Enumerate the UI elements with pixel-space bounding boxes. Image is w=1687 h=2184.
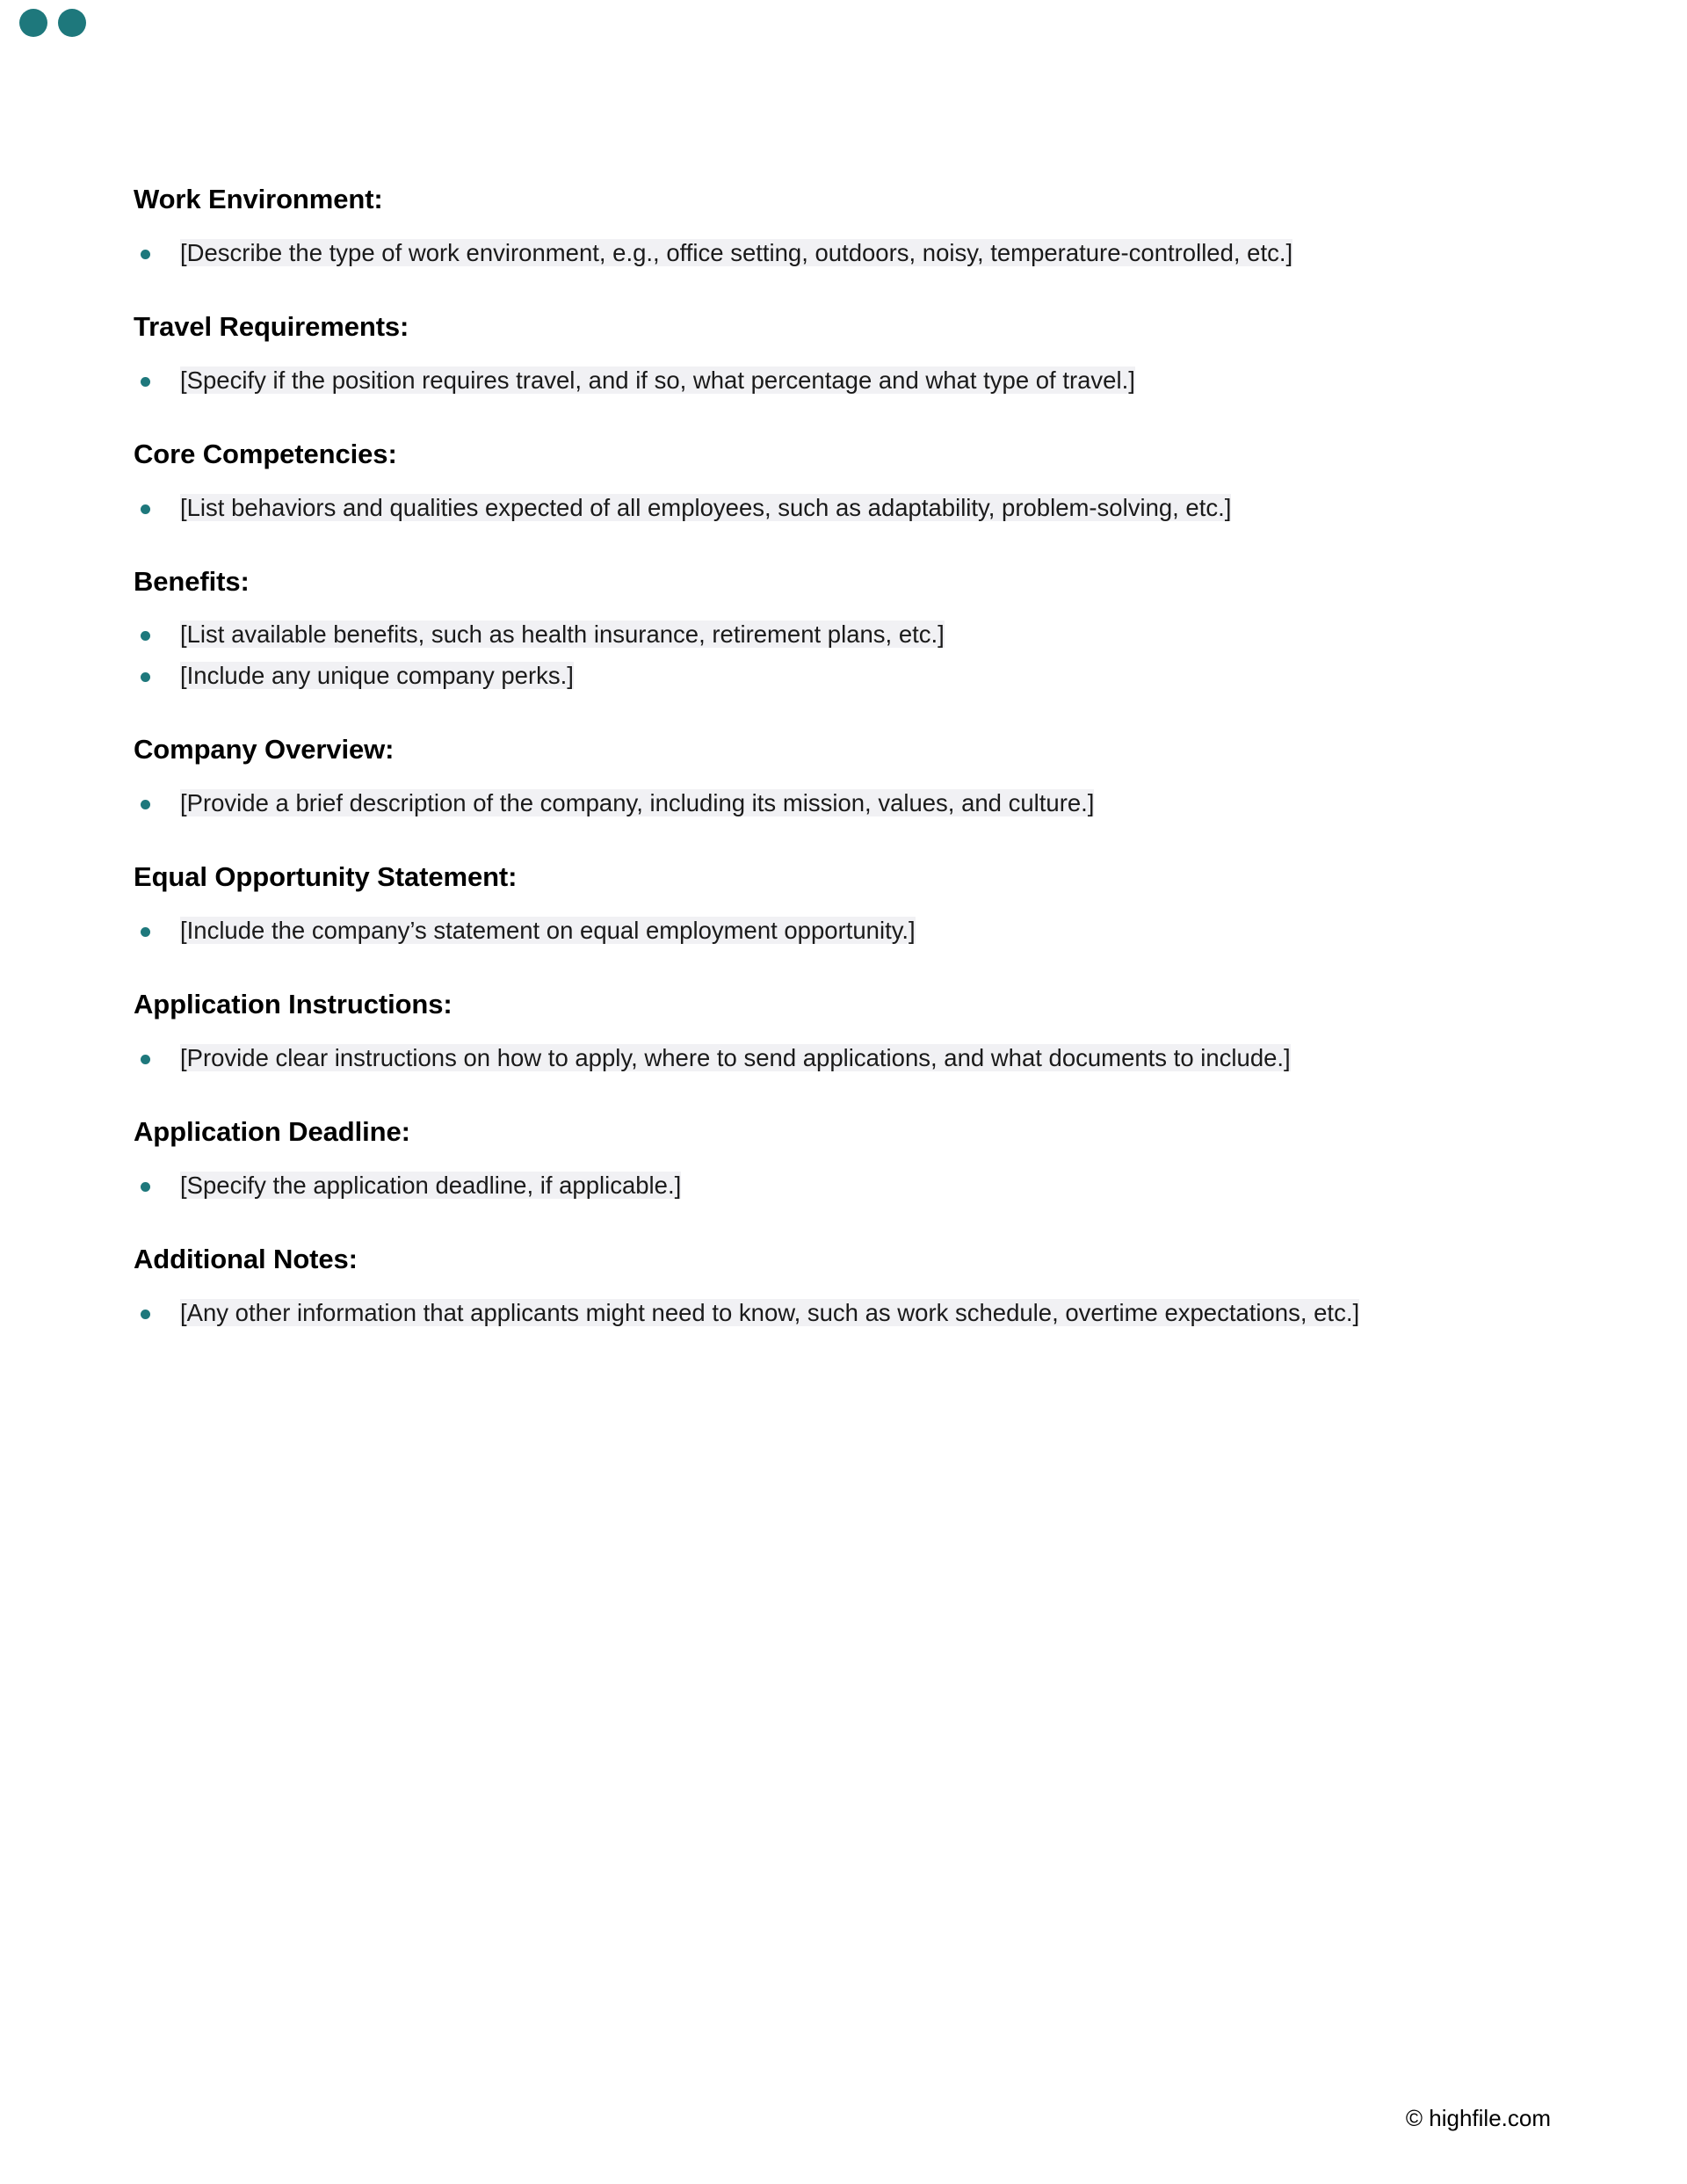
logo-dot-left-icon — [19, 9, 47, 37]
section-heading: Work Environment: — [134, 184, 383, 214]
list-item — [134, 236, 1536, 270]
document-body — [134, 183, 1536, 1333]
list-item — [134, 617, 1536, 651]
doc-section — [134, 565, 1536, 693]
placeholder-text: [Specify if the position requires travel, and if so, what percentage and what type of travel.] — [180, 366, 1135, 394]
placeholder-text: [Include the company’s statement on equal employment opportunity.] — [180, 917, 916, 945]
placeholder-text: [Provide clear instructions on how to apply, where to send applications, and what documents to include.] — [180, 1044, 1291, 1072]
list-item — [134, 1295, 1536, 1330]
placeholder-text: [Any other information that applicants might need to know, such as work schedule, overtime expectations, etc.] — [180, 1298, 1360, 1326]
bullet-list — [134, 617, 1536, 693]
doc-section — [134, 438, 1536, 525]
placeholder-text: [List behaviors and qualities expected of all employees, such as adaptability, problem-solving, etc.] — [180, 493, 1232, 521]
list-item — [134, 658, 1536, 693]
bullet-list — [134, 363, 1536, 397]
section-heading: Application Deadline: — [134, 1116, 410, 1148]
footer-copyright: © highfile.com — [1405, 2105, 1551, 2131]
list-item — [134, 786, 1536, 820]
section-heading: Company Overview: — [134, 734, 395, 765]
bullet-list — [134, 1295, 1536, 1330]
section-heading: Application Instructions: — [134, 989, 453, 1020]
logo-dot-right-icon — [58, 9, 86, 37]
bullet-list — [134, 236, 1536, 270]
section-heading: Benefits: — [134, 565, 250, 597]
section-heading: Travel Requirements: — [134, 310, 409, 342]
bullet-list — [134, 913, 1536, 947]
list-item — [134, 1041, 1536, 1075]
doc-section — [134, 1115, 1536, 1202]
doc-section — [134, 183, 1536, 270]
doc-section — [134, 860, 1536, 947]
placeholder-text: [Describe the type of work environment, e.g., office setting, outdoors, noisy, temperature-controlled, etc.] — [180, 238, 1293, 266]
doc-section — [134, 733, 1536, 820]
placeholder-text: [Specify the application deadline, if applicable.] — [180, 1171, 682, 1199]
doc-section — [134, 310, 1536, 397]
doc-section — [134, 1243, 1536, 1330]
doc-section — [134, 988, 1536, 1075]
section-heading: Additional Notes: — [134, 1243, 358, 1274]
bullet-list — [134, 786, 1536, 820]
section-heading: Equal Opportunity Statement: — [134, 861, 518, 893]
bullet-list — [134, 490, 1536, 525]
brand-logo — [19, 9, 86, 37]
list-item — [134, 1168, 1536, 1202]
placeholder-text: [List available benefits, such as health insurance, retirement plans, etc.] — [180, 620, 945, 649]
list-item — [134, 490, 1536, 525]
placeholder-text: [Provide a brief description of the company, including its mission, values, and culture.] — [180, 789, 1095, 817]
placeholder-text: [Include any unique company perks.] — [180, 662, 574, 690]
bullet-list — [134, 1168, 1536, 1202]
section-heading: Core Competencies: — [134, 438, 397, 469]
bullet-list — [134, 1041, 1536, 1075]
list-item — [134, 913, 1536, 947]
list-item — [134, 363, 1536, 397]
